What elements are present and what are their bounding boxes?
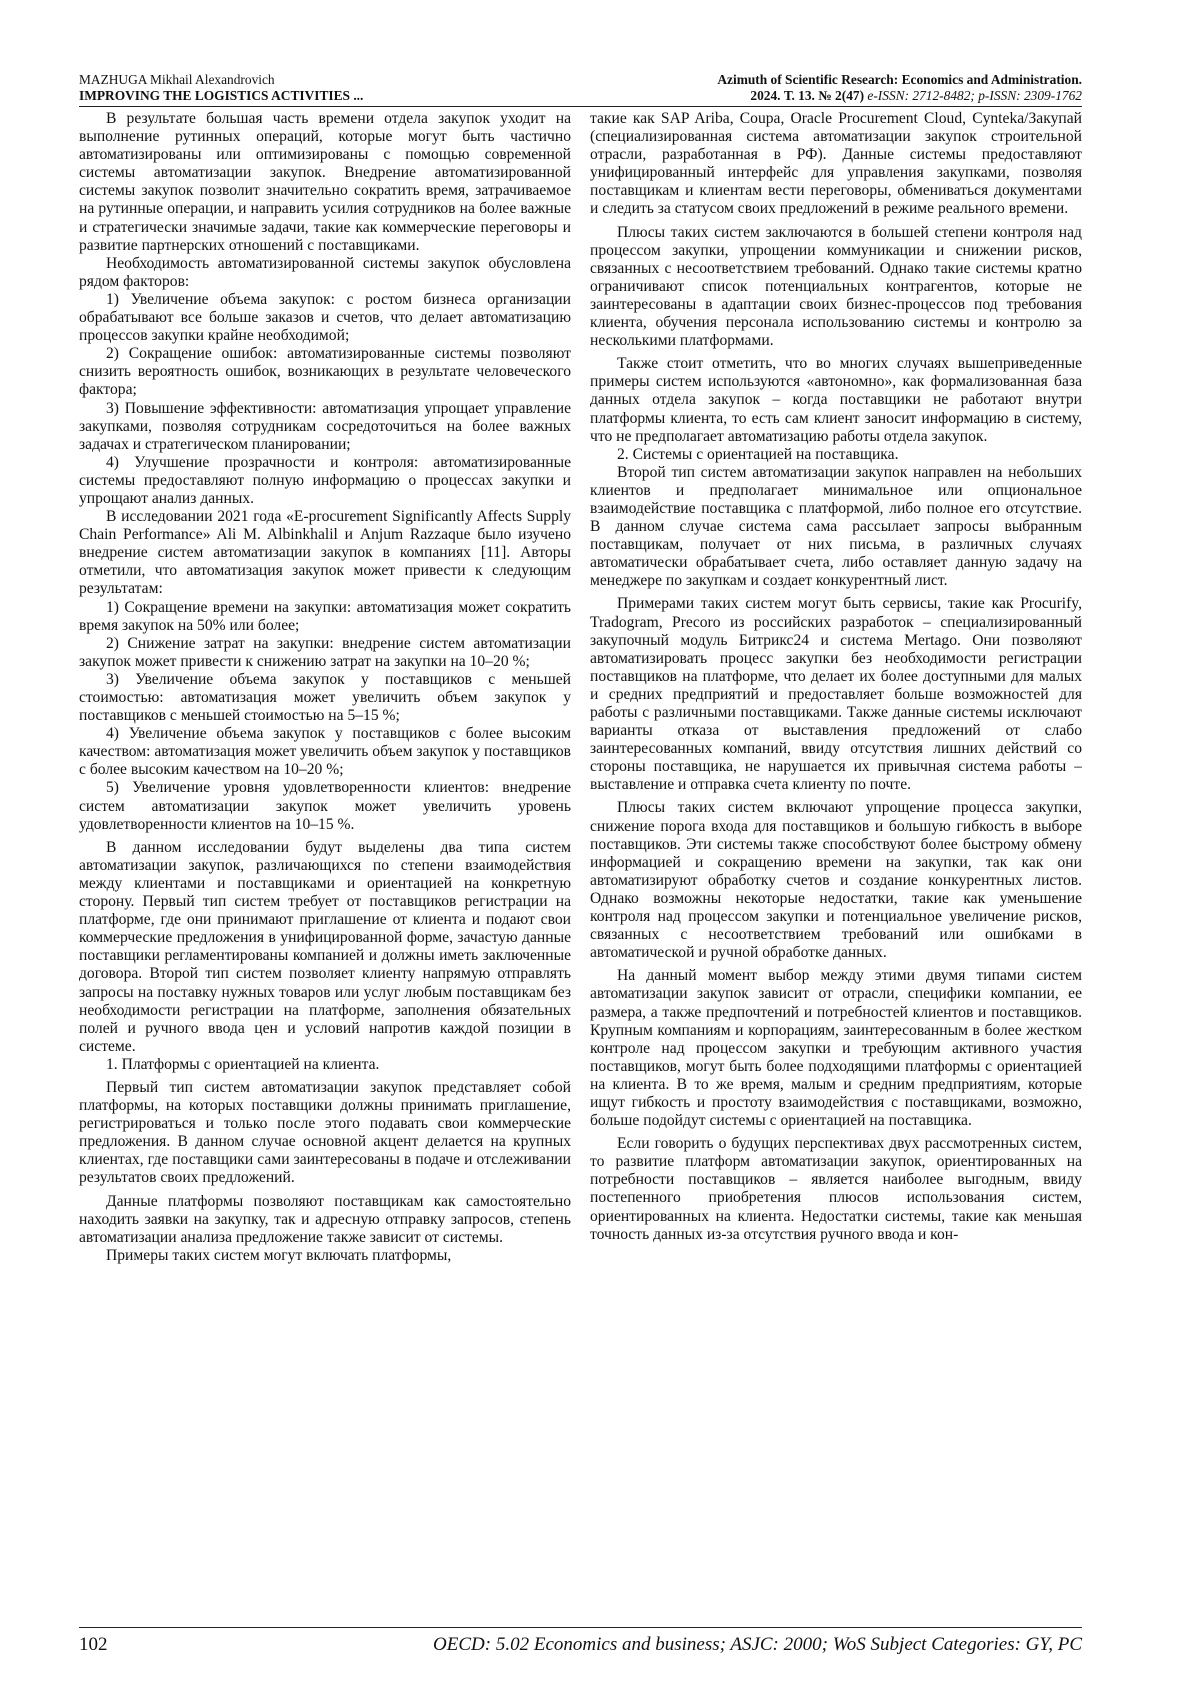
list-item: 4) Улучшение прозрачности и контроля: автоматизированные системы предоставляют полную информацию о процессах закупки и упрощают анализ данных. — [79, 453, 571, 507]
paragraph: Если говорить о будущих перспективах двух рассмотренных систем, то развитие платформ автоматизации закупок, ориентированных на потребности поставщиков – является наиболее выгодным, ввиду постепенного приобретения плюсов использования систем, ориентированных на клиента. Недостатки системы, такие как меньшая точность данных из-за отсутствия ручного ввода и кон- — [590, 1135, 1082, 1243]
paragraph: Плюсы таких систем включают упрощение процесса закупки, снижение порога входа для поставщиков и большую гибкость в выборе поставщиков. Эти системы также способствуют более быстрому обмену информацией и сокращению времени на закупки, так как они автоматизируют обработку счетов и создание конкурентных листов. Однако возможны некоторые недостатки, такие как уменьшение контроля над процессом закупки и потенциальное увеличение рисков, связанных с несоответствием требований или ошибками в автоматической и ручной обработке данных. — [590, 799, 1082, 962]
list-item: 2) Сокращение ошибок: автоматизированные системы позволяют снизить вероятность ошибок, возникающих в результате человеческого фактора; — [79, 345, 571, 399]
journal-title: Azimuth of Scientific Research: Economics and Administration. — [717, 72, 1082, 87]
paragraph: Плюсы таких систем заключаются в большей степени контроля над процессом закупки, упрощении коммуникации и снижении рисков, связанных с несоответствием требований. Однако такие системы кратно ограничивают список потенциальных контрагентов, которые не заинтересованы в адаптации своих бизнес-процессов под требования клиента, обучения персонала использованию системы и контролю за несколькими платформами. — [590, 223, 1082, 350]
paragraph: Примеры таких систем могут включать платформы, — [106, 1246, 452, 1264]
list-item: 1) Сокращение времени на закупки: автоматизация может сократить время закупок на 50% или более; — [79, 598, 571, 634]
list-item: 2) Снижение затрат на закупки: внедрение систем автоматизации закупок может привести к снижению затрат на закупки на 10–20 %; — [79, 634, 571, 670]
paragraph: Также стоит отметить, что во многих случаях вышеприведенные примеры систем используются «автономно», как формализованная база данных отдела закупок – когда поставщики не работают внутри платформы клиента, то есть сам клиент заносит информацию в систему, что не предполагает автоматизацию работы отдела закупок. — [590, 355, 1082, 445]
list-item: 3) Увеличение объема закупок у поставщиков с меньшей стоимостью: автоматизация может увеличить объем закупок у поставщиков с меньшей стоимостью на 5–15 %; — [79, 670, 571, 725]
author-name: MAZHUGA Mikhail Alexandrovich — [79, 72, 275, 87]
section-heading: 1. Платформы с ориентацией на клиента. — [106, 1055, 380, 1073]
list-item: 1) Увеличение объема закупок: с ростом бизнеса организации обрабатывают все больше заказов и счетов, что делает автоматизацию процессов закупки крайне необходимой; — [79, 290, 571, 345]
list-item: 4) Увеличение объема закупок у поставщиков с более высоким качеством: автоматизация может увеличить объем закупок у поставщиков с более высоким качеством на 10–20 %; — [79, 725, 571, 779]
footer-divider — [79, 1627, 1082, 1628]
issn-info: e-ISSN: 2712-8482; p-ISSN: 2309-1762 — [867, 88, 1082, 103]
running-header-right — [522, 72, 1082, 104]
paragraph: Первый тип систем автоматизации закупок представляет собой платформы, на которых поставщики должны принимать приглашение, регистрироваться и только после этого подавать свои коммерческие предложения. В данном случае основной акцент делается на крупных клиентах, где поставщики сами заинтересованы в подаче и отслеживании результатов своих предложений. — [79, 1078, 571, 1187]
paragraph: Примерами таких систем могут быть сервисы, такие как Procurify, Tradogram, Precoro из российских разработок – специализированный закупочный модуль Битрикс24 и система Mertago. Они позволяют автоматизировать процесс закупки без необходимости регистрации поставщиков на платформе, что делает их более доступными для малых и средних предприятий и предоставляет больше возможностей для работы с различными поставщиками. Также данные системы исключают варианты отказа от выставления предложений от слабо заинтересованных компаний, ввиду отсутствия лишних действий со стороны поставщика, не нарушается их привычная система работы – выставление и отправка счета клиенту по почте. — [590, 595, 1082, 794]
paragraph: такие как SAP Ariba, Coupa, Oracle Procurement Cloud, Cynteka/Закупай (специализированная система автоматизации закупок строительной отрасли, разработанная в РФ). Данные системы предоставляют унифицированный интерфейс для управления закупками, позволяя поставщикам и клиентам вести переговоры, обмениваться документами и следить за статусом своих предложений в режиме реального времени. — [590, 110, 1082, 218]
left-text-column — [79, 110, 571, 1630]
paragraph: Данные платформы позволяют поставщикам как самостоятельно находить заявки на закупку, так и адресную отправку запросов, степень автоматизации анализа предложение также зависит от системы. — [79, 1192, 571, 1246]
list-item: 3) Повышение эффективности: автоматизация упрощает управление закупками, позволяя сотрудникам сосредоточиться на более важных задачах и стратегическом планировании; — [79, 399, 571, 453]
running-header-left — [79, 72, 579, 104]
section-heading: 2. Системы с ориентацией на поставщика. — [617, 445, 899, 463]
paragraph: Необходимость автоматизированной системы закупок обусловлена рядом факторов: — [79, 254, 571, 290]
list-item: 5) Увеличение уровня удовлетворенности клиентов: внедрение систем автоматизации закупок может увеличить уровень удовлетворенности клиентов на 10–15 %. — [79, 779, 571, 833]
paragraph: В исследовании 2021 года «E-procurement Significantly Affects Supply Chain Performance» Ali M. Albinkhalil и Anjum Razzaque было изучено внедрение систем автоматизации закупок в компаниях [11]. Авторы отметили, что автоматизация закупок может привести к следующим результатам: — [79, 508, 571, 598]
subject-classification: OECD: 5.02 Economics and business; ASJC: 2000; WoS Subject Categories: GY, PC — [433, 1634, 1082, 1655]
right-text-column — [590, 110, 1082, 1630]
paragraph: На данный момент выбор между этими двумя типами систем автоматизации закупок зависит от отрасли, специфики компании, ее размера, а также предпочтений и потребностей клиентов и поставщиков. Крупным компаниям и корпорациям, заинтересованным в более жестком контроле над процессом закупки и требующим активного участия поставщиков, могут быть более подходящими платформы с ориентацией на клиента. В то же время, малым и средним предприятиям, которые ищут гибкость и простоту взаимодействия с поставщиками, возможно, больше подойдут системы с ориентацией на поставщика. — [590, 967, 1082, 1130]
issue-info: 2024. Т. 13. № 2(47) — [750, 88, 865, 103]
page-number: 102 — [79, 1634, 108, 1655]
article-running-title: IMPROVING THE LOGISTICS ACTIVITIES ... — [79, 88, 364, 103]
paragraph: В данном исследовании будут выделены два типа систем автоматизации закупок, различающихся по степени взаимодействия между клиентами и поставщиками и ориентацией на конкретную сторону. Первый тип систем требует от поставщиков регистрации на платформе, где они принимают приглашение от клиента и подают свои коммерческие предложения в унифицированной форме, зачастую данные поставщики регламентированы компанией и должны иметь заключенные договора. Второй тип систем позволяет клиенту напрямую отправлять запросы на поставку нужных товаров или услуг любым поставщикам без необходимости регистрации на платформе, заполнения обязательных полей и ручного ввода цен и условий напротив каждой позиции в системе. — [79, 838, 571, 1055]
paragraph: В результате большая часть времени отдела закупок уходит на выполнение рутинных операций, которые могут быть частично автоматизированы или оптимизированы с помощью современной системы автоматизации закупок. Внедрение автоматизированной системы закупок позволит значительно сократить время, затрачиваемое на рутинные операции, и направить усилия сотрудников на более важные и стратегически значимые задачи, такие как коммерческие переговоры и развитие партнерских отношений с поставщиками. — [79, 110, 571, 254]
header-divider — [79, 106, 1082, 107]
paragraph: Второй тип систем автоматизации закупок направлен на небольших клиентов и предполагает минимальное или опциональное взаимодействие поставщика с платформой, либо полное его отсутствие. В данном случае система сама рассылает запросы выбранным поставщикам, получает от них письма, в различных случаях автоматически обрабатывает счета, либо оставляет данную задачу на менеджере по закупкам и создает конкурентный лист. — [590, 463, 1082, 590]
